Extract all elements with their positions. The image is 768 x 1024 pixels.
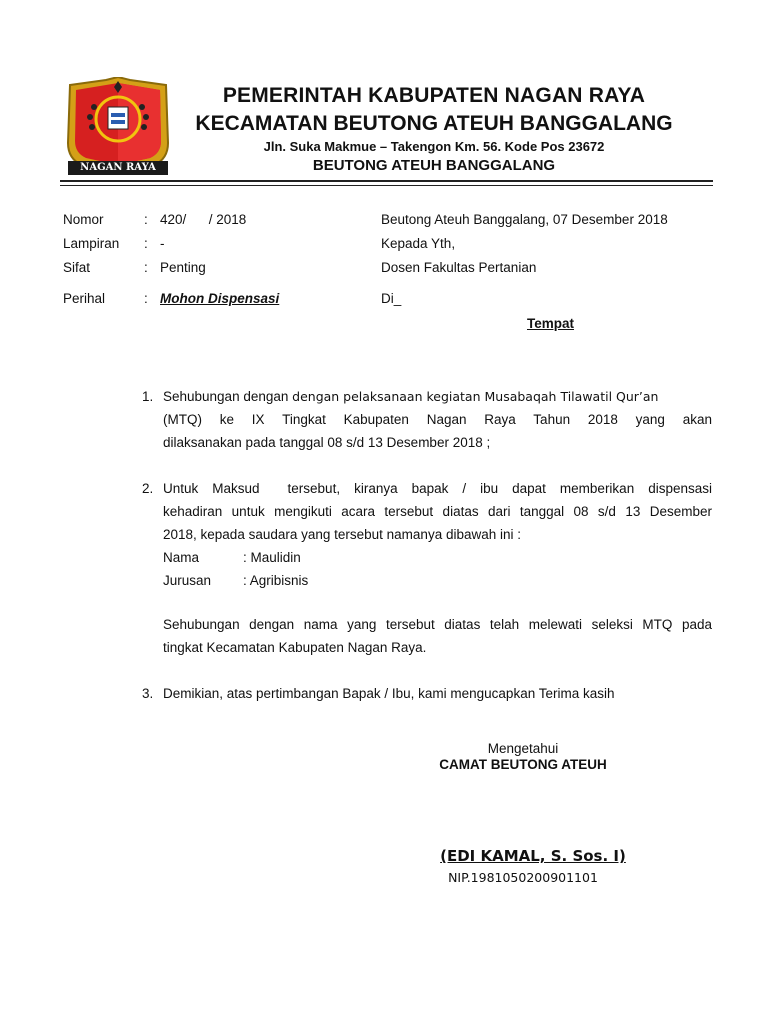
mengetahui-label: Mengetahui [487, 741, 559, 756]
lampiran-value: - [160, 236, 165, 251]
lampiran-colon: : [144, 236, 148, 251]
paragraph-1-number: 1. [142, 389, 154, 404]
sifat-label: Sifat [63, 260, 91, 275]
letterhead-rule-thin [60, 185, 713, 186]
letter-date: Beutong Ateuh Banggalang, 07 Desember 2018 [381, 212, 668, 227]
sifat-value: Penting [160, 260, 206, 275]
perihal-label: Perihal [63, 291, 106, 306]
tempat-label: Tempat [527, 316, 575, 331]
paragraph-2-number: 2. [142, 481, 154, 496]
nama-value: : Maulidin [243, 550, 301, 565]
logo-text: NAGAN RAYA [80, 162, 156, 173]
nomor-label: Nomor [63, 212, 104, 227]
paragraph-2-line-2: kehadiran untuk mengikuti acara tersebut diatas dari tanggal 08 s/d 13 Desember [163, 504, 712, 519]
paragraph-1-line-1-b: dengan pelaksanaan kegiatan Musabaqah Tilawatil Qur’an [292, 389, 659, 404]
nomor-colon: : [144, 212, 148, 227]
jurusan-value: : Agribisnis [243, 573, 309, 588]
paragraph-1-line-3: dilaksanakan pada tanggal 08 s/d 13 Desember 2018 ; [163, 435, 491, 450]
nomor-value: 420/ / 2018 [160, 212, 247, 227]
letterhead-government: PEMERINTAH KABUPATEN NAGAN RAYA [222, 84, 646, 107]
paragraph-3-line-1: Demikian, atas pertimbangan Bapak / Ibu, kami mengucapkan Terima kasih [163, 686, 615, 701]
paragraph-1-line-1 [163, 385, 712, 408]
perihal-value: Mohon Dispensasi [160, 291, 280, 306]
signatory-nip: NIP.1981050200901101 [448, 870, 598, 885]
paragraph-1-line-1-a: Sehubungan dengan [163, 389, 293, 404]
letterhead-place: BEUTONG ATEUH BANGGALANG [312, 157, 556, 174]
signatory-name: (EDI KAMAL, S. Sos. I) [440, 847, 626, 865]
jurusan-label: Jurusan [163, 573, 212, 588]
paragraph-2-line-3: 2018, kepada saudara yang tersebut namanya dibawah ini : [163, 527, 522, 542]
kepada-yth: Kepada Yth, [381, 236, 456, 251]
paragraph-3-number: 3. [142, 686, 154, 701]
paragraph-2-line-1: Untuk Maksud tersebut, kiranya bapak / ibu dapat memberikan dispensasi [163, 481, 712, 496]
sifat-colon: : [144, 260, 148, 275]
letterhead-rule-thick [60, 180, 713, 182]
di-label: Di_ [381, 291, 402, 306]
lampiran-label: Lampiran [63, 236, 120, 251]
recipient: Dosen Fakultas Pertanian [381, 260, 537, 275]
paragraph-2b-line-1: Sehubungan dengan nama yang tersebut diatas telah melewati seleksi MTQ pada [163, 617, 712, 632]
letterhead-address: Jln. Suka Makmue – Takengon Km. 56. Kode Pos 23672 [263, 139, 605, 154]
paragraph-2b-line-2: tingkat Kecamatan Kabupaten Nagan Raya. [163, 640, 427, 655]
letterhead-district: KECAMATAN BEUTONG ATEUH BANGGALANG [195, 112, 673, 135]
nama-label: Nama [163, 550, 200, 565]
signatory-title: CAMAT BEUTONG ATEUH [439, 757, 607, 772]
perihal-colon: : [144, 291, 148, 306]
paragraph-1-line-2: (MTQ) ke IX Tingkat Kabupaten Nagan Raya Tahun 2018 yang akan [163, 412, 712, 427]
